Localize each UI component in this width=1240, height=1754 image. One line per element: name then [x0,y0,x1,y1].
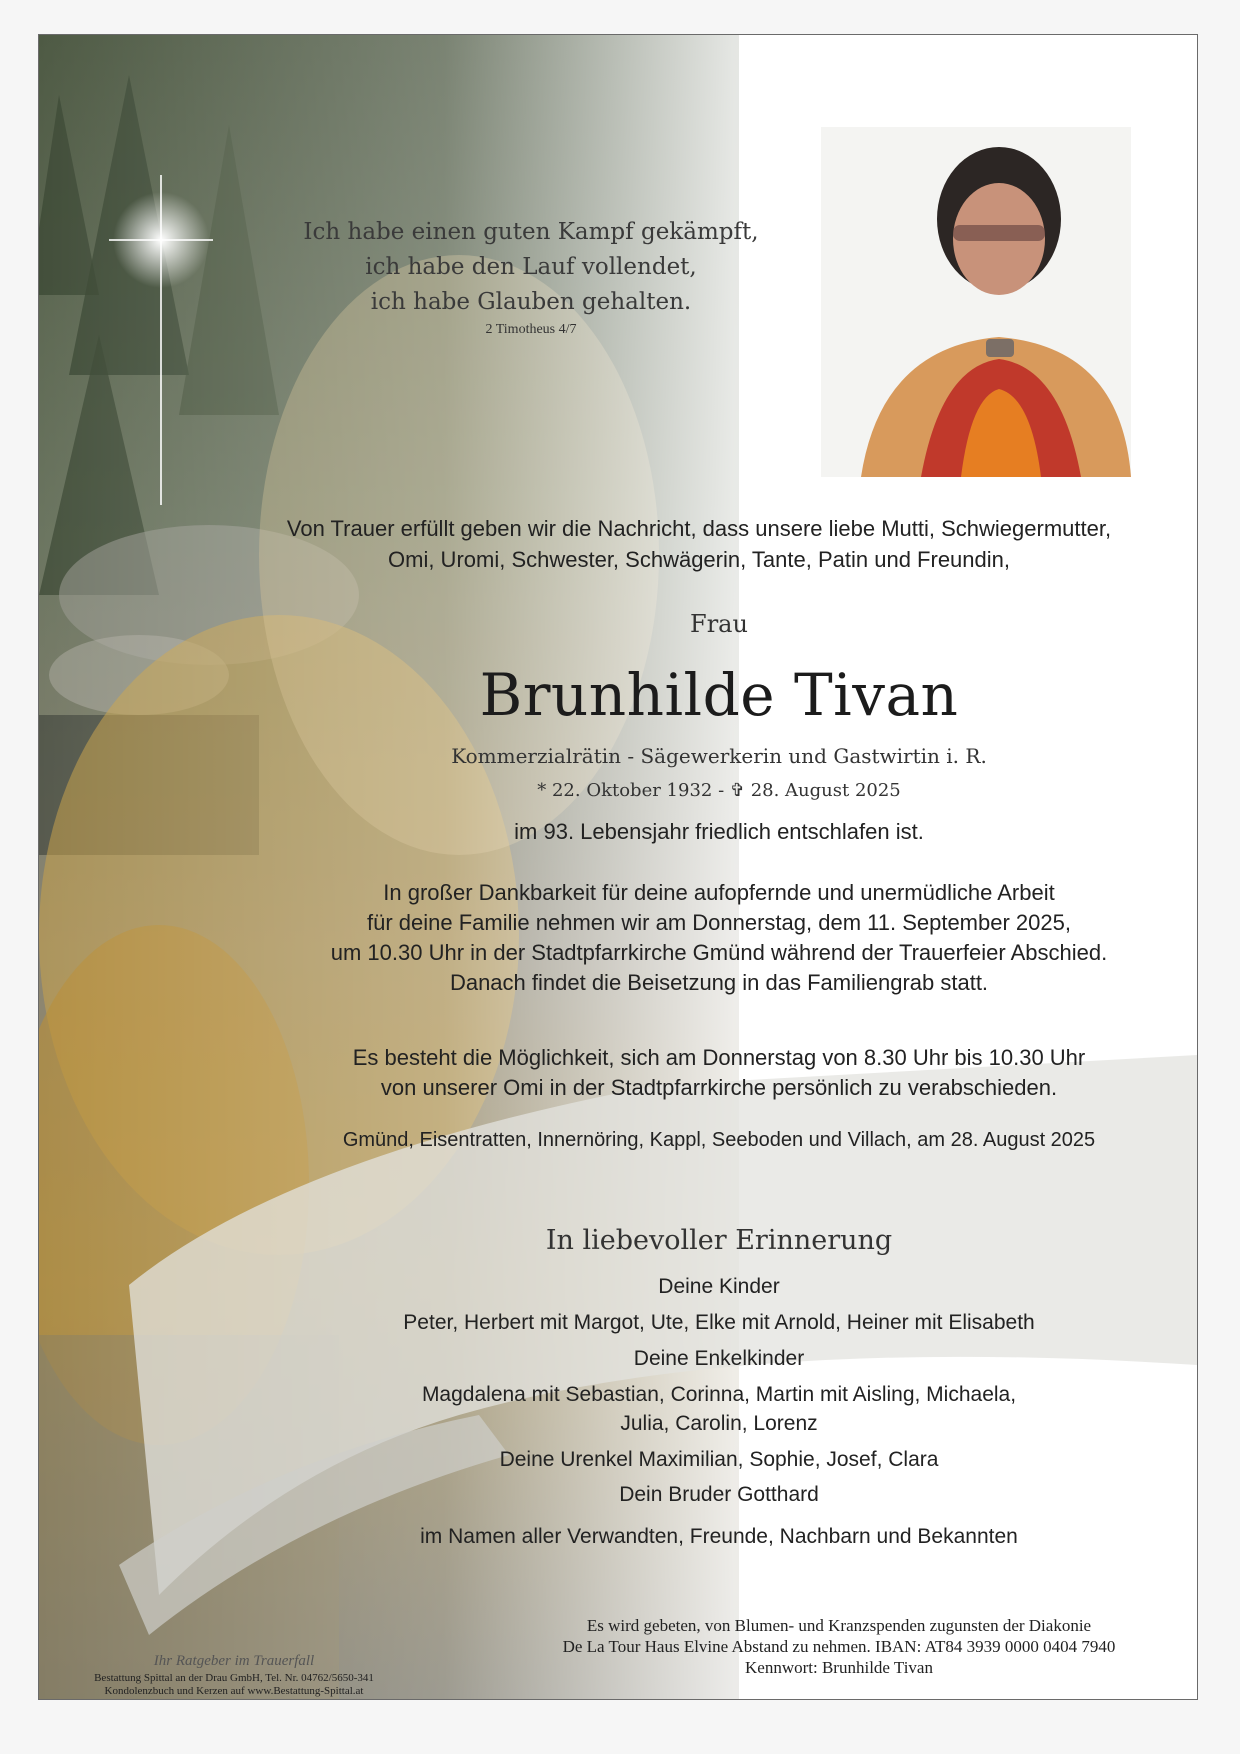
deceased-occupation: Kommerzialrätin - Sägewerkerin und Gastwirtin i. R. [451,744,987,768]
mourner-line: Julia, Carolin, Lorenz [620,1412,818,1435]
farewell-text [239,1043,1198,1103]
donation-line: Es wird gebeten, von Blumen- und Kranzspenden zugunsten der Diakonie [586,1616,1092,1635]
life-dates: * 22. Oktober 1932 - ✞ 28. August 2025 [537,780,901,801]
quote-source: 2 Timotheus 4/7 [485,322,577,337]
mourner-line: Deine Kinder [658,1275,780,1298]
mourners-heading: In liebevoller Erinnerung [545,1225,893,1256]
donation-note [459,1615,1198,1678]
donation-line: De La Tour Haus Elvine Abstand zu nehmen. IBAN: AT84 3939 0000 0404 7940 [562,1637,1116,1656]
quote-line: ich habe Glauben gehalten. [370,289,692,315]
funeral-home-contact: Bestattung Spittal an der Drau GmbH, Tel. Nr. 04762/5650-341 [94,1672,374,1684]
donation-line: Kennwort: Brunhilde Tivan [745,1658,933,1677]
intro-line: Omi, Uromi, Schwester, Schwägerin, Tante, Patin und Freundin, [388,547,1010,572]
mourner-line: Deine Enkelkinder [633,1347,805,1370]
ceremony-text [239,878,1198,998]
farewell-line: Es besteht die Möglichkeit, sich am Donnerstag von 8.30 Uhr bis 10.30 Uhr [352,1045,1086,1070]
ceremony-line: für deine Familie nehmen wir am Donnerstag, dem 11. September 2025, [367,910,1071,935]
life-year-text: im 93. Lebensjahr friedlich entschlafen ist. [514,819,924,844]
obituary-page [38,34,1198,1700]
mourner-line: Deine Urenkel Maximilian, Sophie, Josef, Clara [499,1448,939,1471]
funeral-home-website: Kondolenzbuch und Kerzen auf www.Bestattung-Spittal.at [104,1685,364,1697]
ceremony-line: In großer Dankbarkeit für deine aufopfernde und unermüdliche Arbeit [383,880,1055,905]
mourner-line: Dein Bruder Gotthard [619,1483,819,1506]
quote-line: Ich habe einen guten Kampf gekämpft, [303,219,759,245]
intro-text [219,513,1179,575]
deceased-name: Brunhilde Tivan [479,661,959,729]
intro-line: Von Trauer erfüllt geben wir die Nachricht, dass unsere liebe Mutti, Schwiegermutter, [286,516,1112,541]
farewell-line: von unserer Omi in der Stadtpfarrkirche persönlich zu verabschieden. [380,1075,1058,1100]
funeral-home-info [69,1653,399,1698]
place-date: Gmünd, Eisentratten, Innernöring, Kappl, Seeboden und Villach, am 28. August 2025 [342,1129,1096,1151]
bible-quote [271,215,791,320]
mourner-line: Peter, Herbert mit Margot, Ute, Elke mit Arnold, Heiner mit Elisabeth [403,1311,1035,1334]
funeral-home-brand: Ihr Ratgeber im Trauerfall [153,1653,315,1669]
quote-line: ich habe den Lauf vollendet, [365,254,697,280]
mourner-line: im Namen aller Verwandten, Freunde, Nachbarn und Bekannten [420,1525,1018,1548]
mourner-line: Magdalena mit Sebastian, Corinna, Martin mit Aisling, Michaela, [421,1383,1017,1406]
ceremony-line: Danach findet die Beisetzung in das Familiengrab statt. [449,970,989,995]
salutation: Frau [690,610,748,638]
ceremony-line: um 10.30 Uhr in der Stadtpfarrkirche Gmünd während der Trauerfeier Abschied. [330,940,1108,965]
